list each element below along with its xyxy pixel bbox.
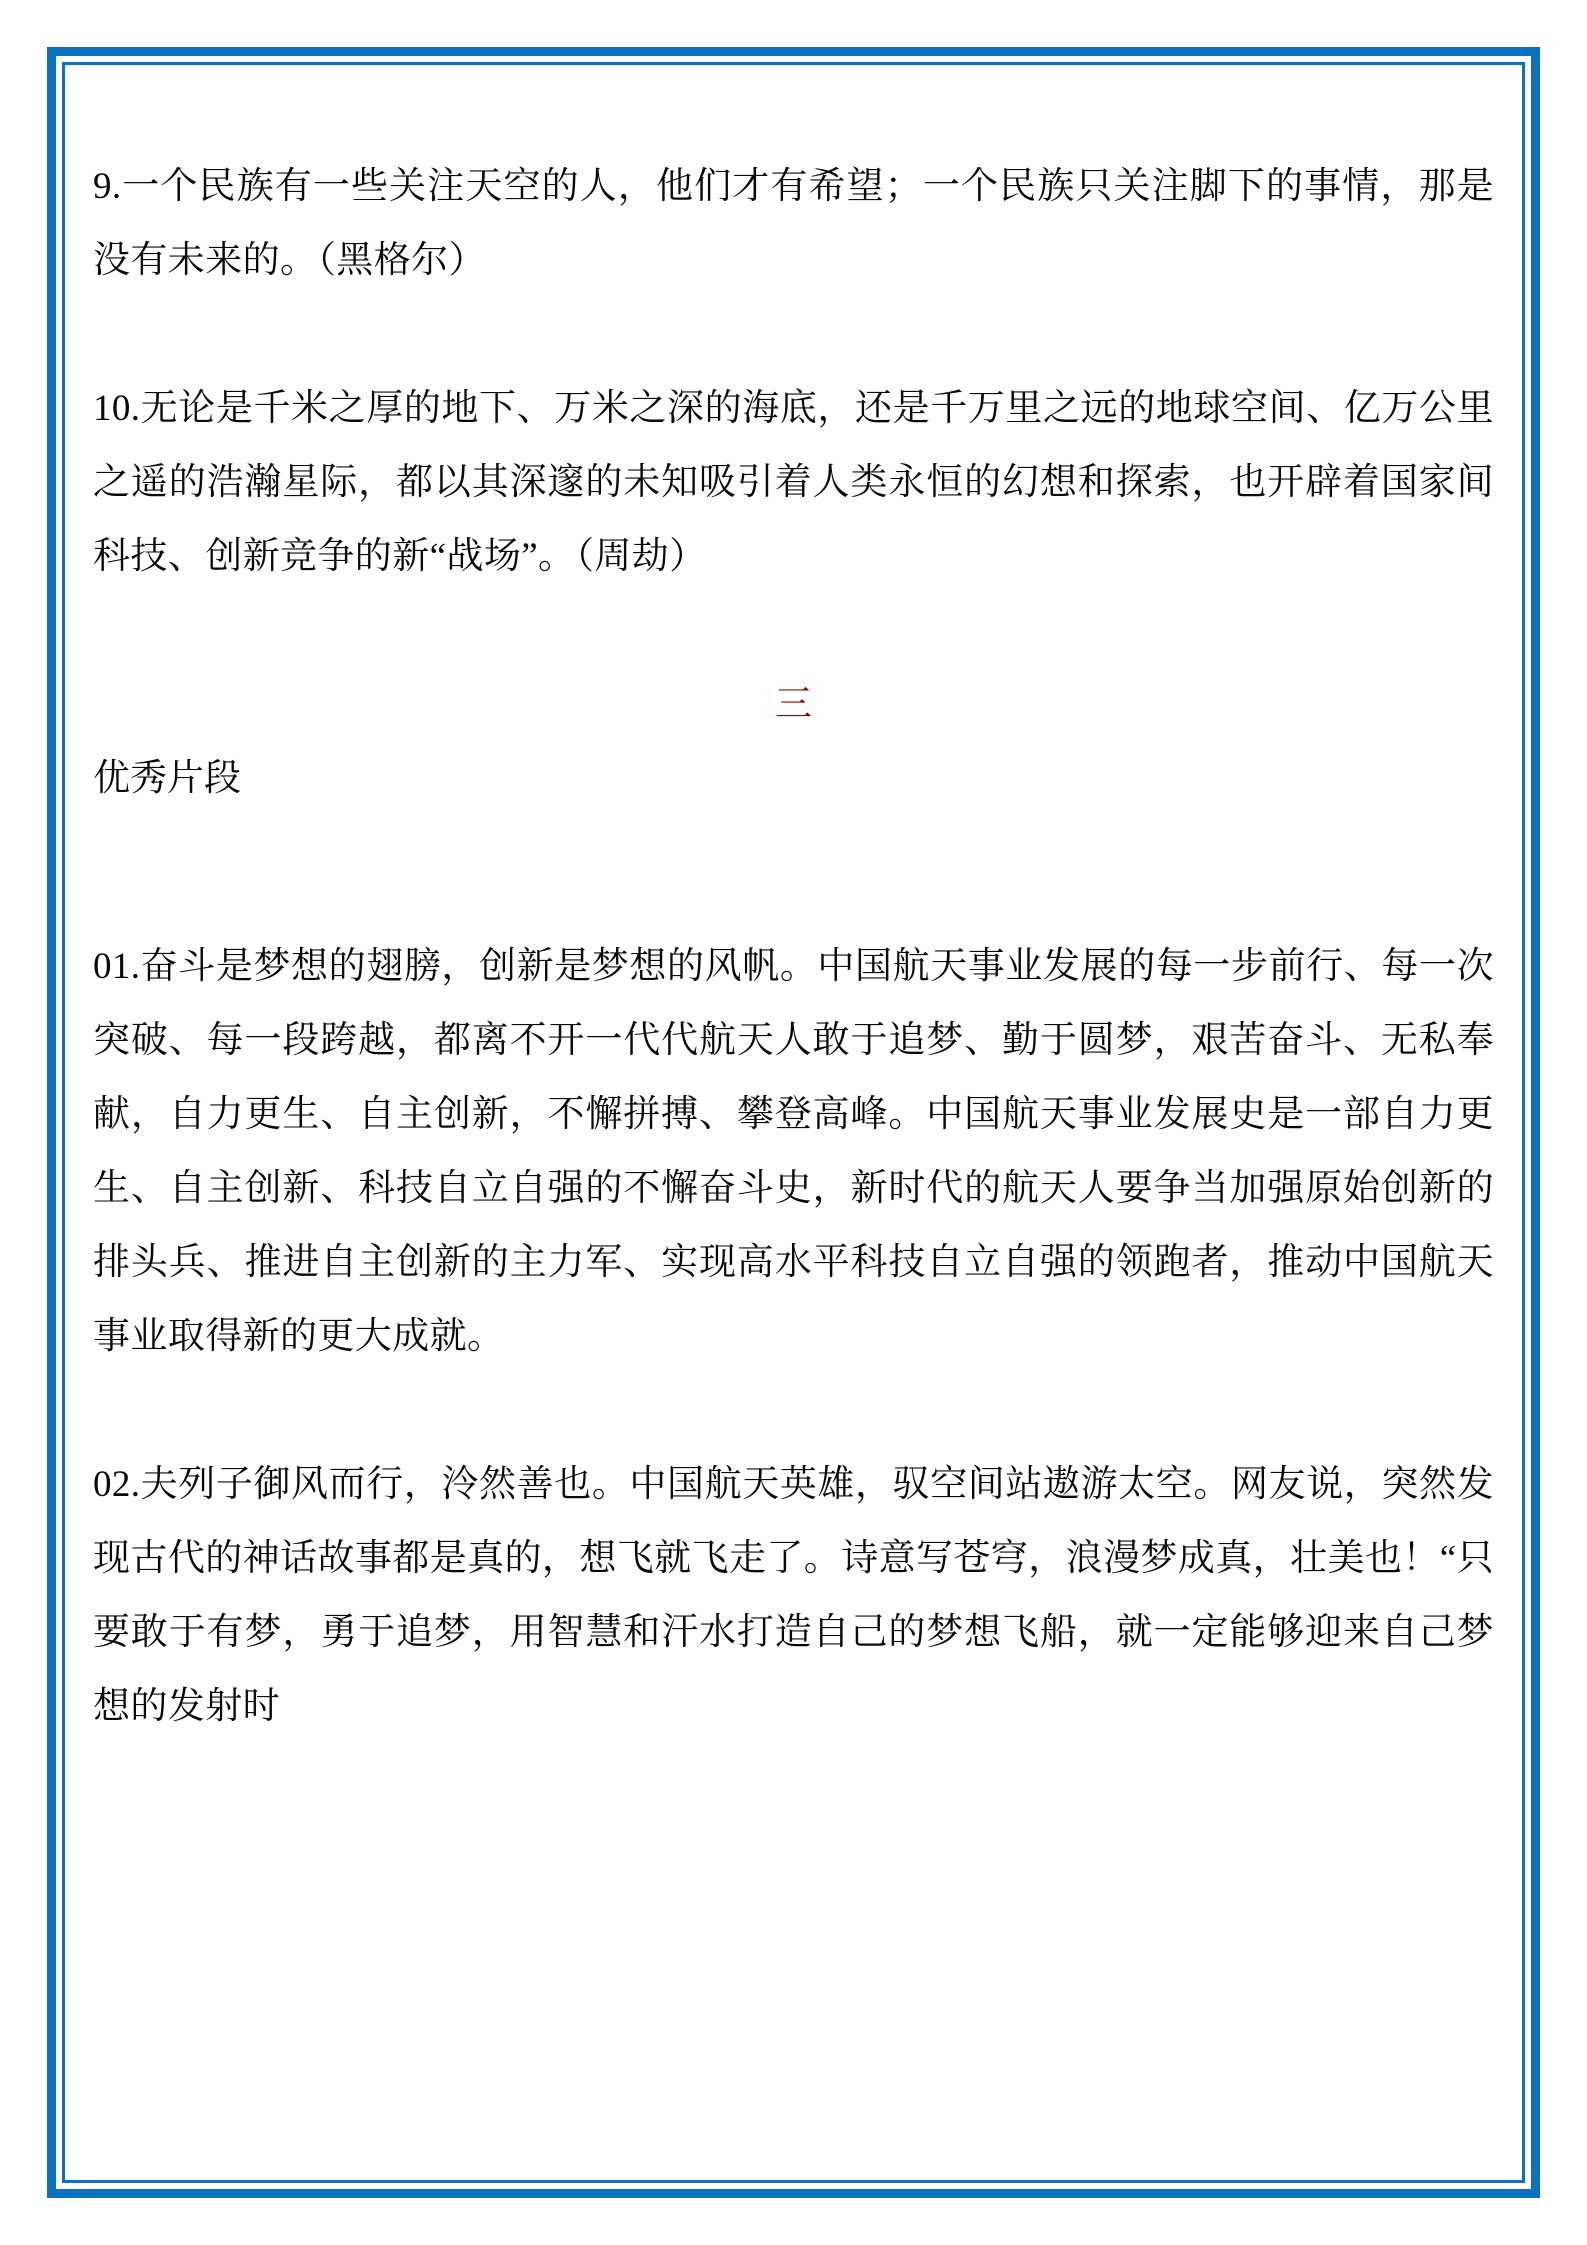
quote-item-09: 9.一个民族有一些关注天空的人，他们才有希望；一个民族只关注脚下的事情，那是没有未来的。（黑格尔） bbox=[93, 166, 1494, 281]
paragraph-spacer bbox=[93, 890, 1494, 930]
document-content bbox=[93, 150, 1494, 2175]
paragraph-spacer bbox=[93, 594, 1494, 668]
excerpt-item-01: 01.奋斗是梦想的翅膀，创新是梦想的风帆。中国航天事业发展的每一步前行、每一次突破、每一段跨越，都离不开一代代航天人敢于追梦、勤于圆梦，艰苦奋斗、无私奉献，自力更生、自主创新，不懈拼搏、攀登高峰。中国航天事业发展史是一部自力更生、自主创新、科技自立自强的不懈奋斗史，新时代的航天人要争当加强原始创新的排头兵、推进自主创新的主力军、实现高水平科技自立自强的领跑者，推动中国航天事业取得新的更大成就。 bbox=[93, 946, 1494, 1357]
paragraph-spacer bbox=[93, 298, 1494, 372]
section-number-mark: 三 bbox=[775, 684, 812, 725]
paragraph-spacer bbox=[93, 816, 1494, 890]
excerpt-item-02: 02.夫列子御风而行，泠然善也。中国航天英雄，驭空间站遨游太空。网友说，突然发现古代的神话故事都是真的，想飞就飞走了。诗意写苍穹，浪漫梦成真，壮美也！“只要敢于有梦，勇于追梦，用智慧和汗水打造自己的梦想飞船，就一定能够迎来自己梦想的发射时 bbox=[93, 1464, 1494, 1727]
quote-item-10: 10.无论是千米之厚的地下、万米之深的海底，还是千万里之远的地球空间、亿万公里之遥的浩瀚星际，都以其深邃的未知吸引着人类永恒的幻想和探索，也开辟着国家间科技、创新竞争的新“战场”。（周劫） bbox=[93, 388, 1494, 577]
paragraph-spacer bbox=[93, 1374, 1494, 1448]
section-heading: 优秀片段 bbox=[93, 758, 241, 799]
